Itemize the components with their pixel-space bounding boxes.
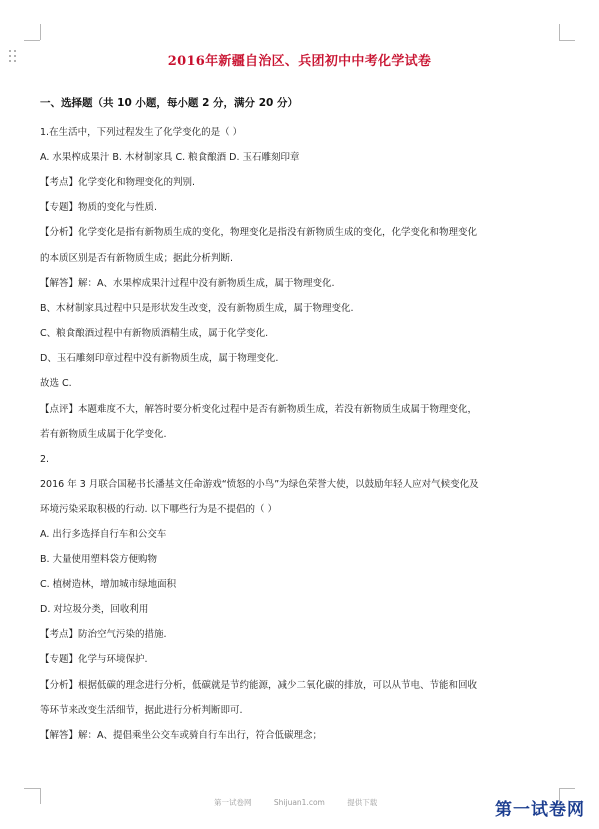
text-line: 【分析】根据低碳的理念进行分析，低碳就是节约能源，减少二氧化碳的排放，可以从节电、节能和回收 [40, 680, 478, 691]
text-line: 【考点】化学变化和物理变化的判别. [40, 177, 196, 188]
text-line: 2016 年 3 月联合国秘书长潘基文任命游戏“愤怒的小鸟”为绿色荣誉大使，以鼓励年轻人应对气候变化及 [40, 479, 479, 490]
text-line: 【专题】物质的变化与性质. [40, 202, 158, 213]
text-line: 若有新物质生成属于化学变化. [40, 429, 167, 440]
text-line: A. 出行多选择自行车和公交车 [40, 529, 167, 540]
footer-site-name: 第一试卷网 [214, 798, 252, 807]
text-line: 【考点】防治空气污染的措施. [40, 629, 167, 640]
text-line: 【点评】本题难度不大，解答时要分析变化过程中是否有新物质生成，若没有新物质生成属于物理变化， [40, 404, 478, 415]
footer-site-url: Shijuan1.com [273, 798, 325, 807]
text-line: D、玉石雕刻印章过程中没有新物质生成，属于物理变化. [40, 353, 279, 364]
text-line: 【解答】解：A、水果榨成果汁过程中没有新物质生成，属于物理变化. [40, 278, 335, 289]
text-line: 【解答】解：A、提倡乘坐公交车或骑自行车出行，符合低碳理念； [40, 730, 322, 741]
text-line: A. 水果榨成果汁 B. 木材制家具 C. 粮食酿酒 D. 玉石雕刻印章 [40, 152, 300, 163]
text-line: B、木材制家具过程中只是形状发生改变，没有新物质生成，属于物理变化. [40, 303, 354, 314]
text-line: C. 植树造林，增加城市绿地面积 [40, 579, 177, 590]
text-line: D. 对垃圾分类，回收利用 [40, 604, 149, 615]
text-line: 等环节来改变生活细节，据此进行分析判断即可. [40, 705, 243, 716]
footer-download-note: 提供下载 [347, 798, 378, 807]
section-heading: 一、选择题（共 10 小题，每小题 2 分，满分 20 分） [40, 97, 298, 109]
text-line: 故选 C. [40, 378, 72, 389]
page-footer [214, 797, 395, 808]
text-line: C、粮食酿酒过程中有新物质酒精生成，属于化学变化. [40, 328, 269, 339]
text-line: 1.在生活中，下列过程发生了化学变化的是（ ） [40, 127, 243, 138]
text-line: 2. [40, 454, 50, 465]
text-line: 环境污染采取积极的行动. 以下哪些行为是不提倡的（ ） [40, 504, 278, 515]
text-line: B. 大量使用塑料袋方便购物 [40, 554, 158, 565]
document-title: 2016年新疆自治区、兵团初中中考化学试卷 [167, 54, 432, 69]
site-logo: 第一试卷网 [495, 800, 585, 820]
text-line: 的本质区别是否有新物质生成；据此分析判断. [40, 253, 234, 264]
text-line: 【专题】化学与环境保护. [40, 654, 148, 665]
text-line: 【分析】化学变化是指有新物质生成的变化，物理变化是指没有新物质生成的变化，化学变化和物理变化 [40, 227, 478, 238]
